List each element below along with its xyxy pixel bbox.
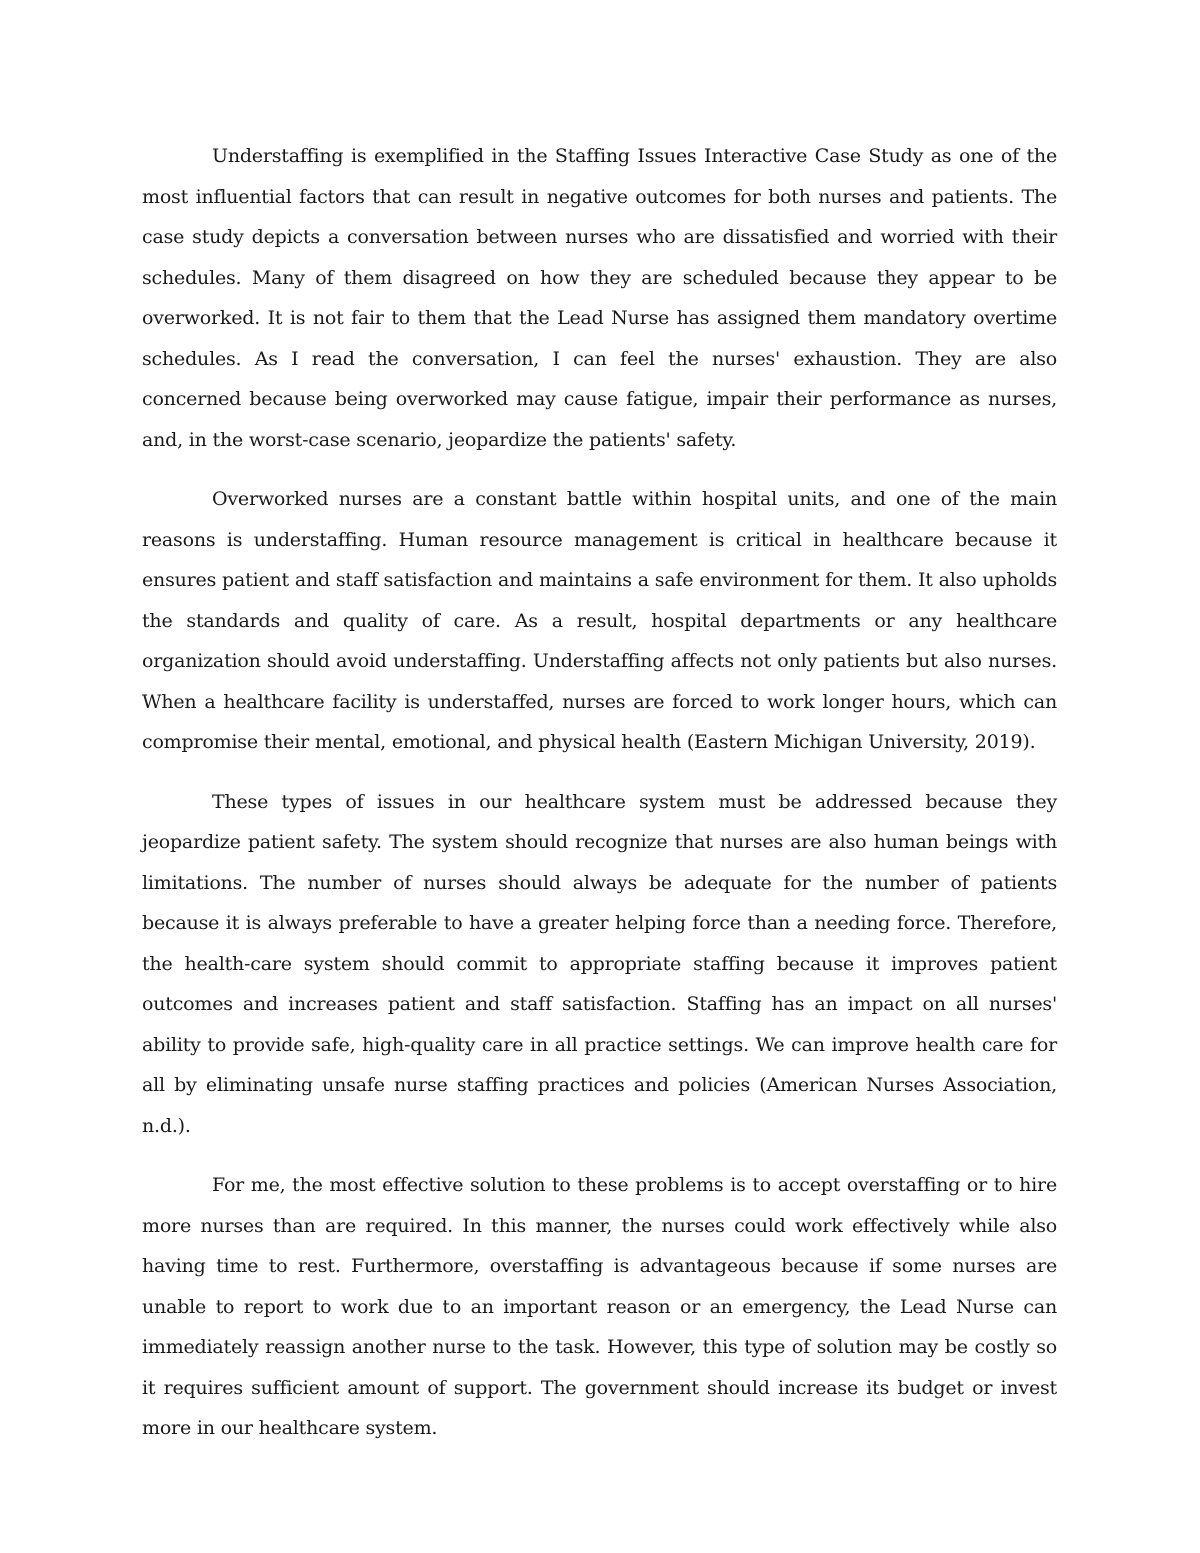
paragraph-3: These types of issues in our healthcare system must be addressed because they jeopardize patient safety. The system should recognize that nurses are also human beings with limitations. The number of nurses should always be adequate for the number of patients because it is always preferable to have a greater helping force than a needing force. Therefore, the health-care system should commit to appropriate staffing because it improves patient outcomes and increases patient and staff satisfaction. Staffing has an impact on all nurses' ability to provide safe, high-quality care in all practice settings. We can improve health care for all by eliminating unsafe nurse staffing practices and policies (American Nurses Association, n.d.). [142,790,1057,1137]
paragraph-1: Understaffing is exemplified in the Staffing Issues Interactive Case Study as one of the most influential factors that can result in negative outcomes for both nurses and patients. The case study depicts a conversation between nurses who are dissatisfied and worried with their schedules. Many of them disagreed on how they are scheduled because they appear to be overworked. It is not fair to them that the Lead Nurse has assigned them mandatory overtime schedules. As I read the conversation, I can feel the nurses' exhaustion. They are also concerned because being overworked may cause fatigue, impair their performance as nurses, and, in the worst-case scenario, jeopardize the patients' safety. [142,145,1057,451]
paragraph-4: For me, the most effective solution to these problems is to accept overstaffing or to hire more nurses than are required. In this manner, the nurses could work effectively while also having time to rest. Furthermore, overstaffing is advantageous because if some nurses are unable to report to work due to an important reason or an emergency, the Lead Nurse can immediately reassign another nurse to the task. However, this type of solution may be costly so it requires sufficient amount of support. The government should increase its budget or invest more in our healthcare system. [142,1174,1057,1439]
paragraph-2: Overworked nurses are a constant battle within hospital units, and one of the main reasons is understaffing. Human resource management is critical in healthcare because it ensures patient and staff satisfaction and maintains a safe environment for them. It also upholds the standards and quality of care. As a result, hospital departments or any healthcare organization should avoid understaffing. Understaffing affects not only patients but also nurses. When a healthcare facility is understaffed, nurses are forced to work longer hours, which can compromise their mental, emotional, and physical health (Eastern Michigan University, 2019). [142,488,1057,753]
document-body [142,136,1057,1468]
